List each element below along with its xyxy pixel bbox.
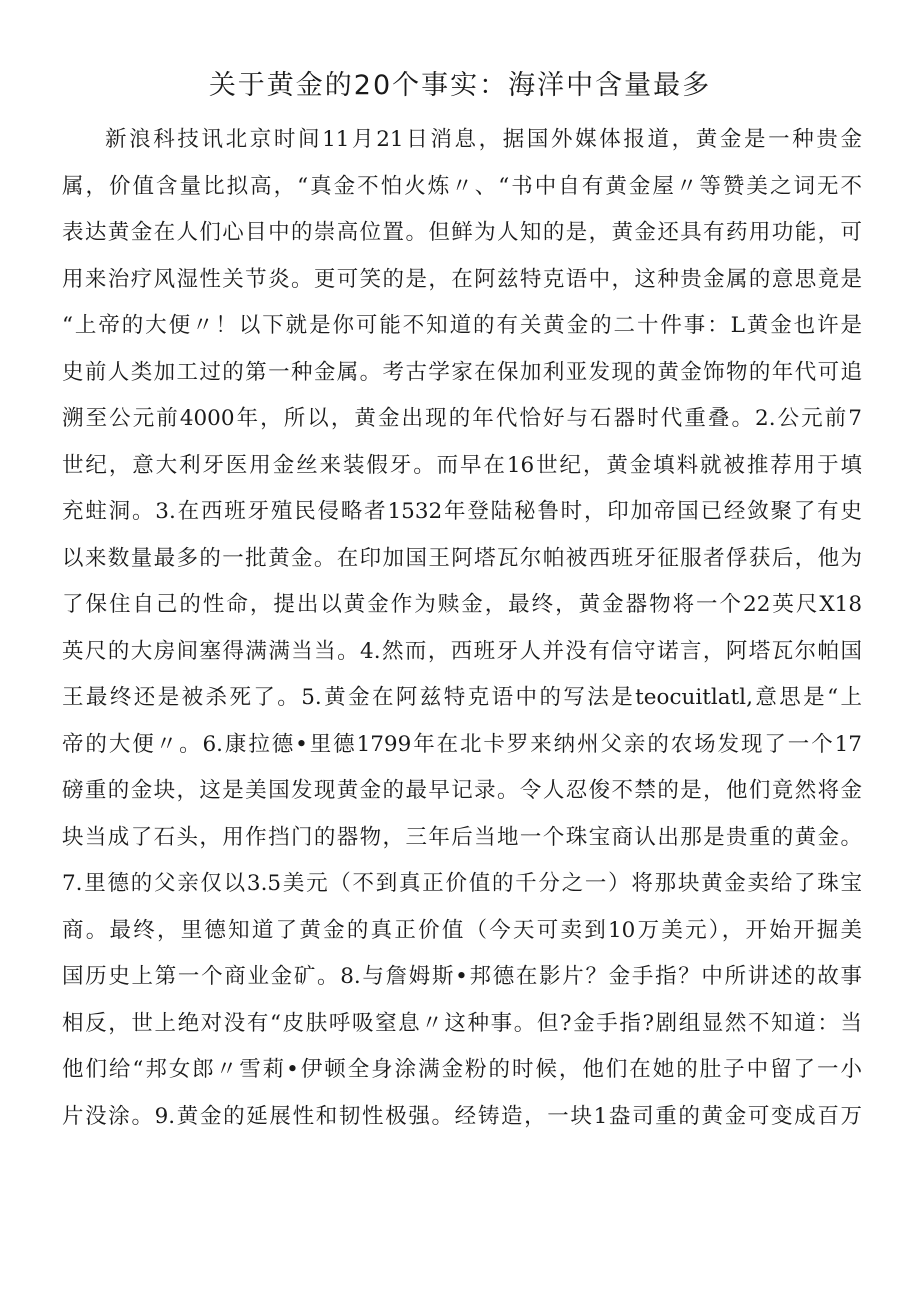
text-line: 表达黄金在人们心目中的崇高位置。但鲜为人知的是，黄金还具有药用功能，可 (62, 220, 862, 245)
text-line: 7.里德的父亲仅以3.5美元（不到真正价值的千分之一）将那块黄金卖给了珠宝 (62, 871, 862, 896)
text-line: 英尺的大房间塞得满满当当。4.然而，西班牙人并没有信守诺言，阿塔瓦尔帕国 (62, 638, 862, 664)
text-line: “上帝的大便〃！以下就是你可能不知道的有关黄金的二十件事：L黄金也许是 (62, 313, 862, 338)
article-body (62, 117, 862, 1140)
text-line: 帝的大便〃。6.康拉德•里德1799年在北卡罗来纳州父亲的农场发现了一个17 (62, 731, 862, 757)
text-line: 世纪，意大利牙医用金丝来装假牙。而早在16世纪，黄金填料就被推荐用于填 (62, 452, 862, 478)
text-line: 磅重的金块，这是美国发现黄金的最早记录。令人忍俊不禁的是，他们竟然将金 (62, 778, 862, 803)
text-line: 以来数量最多的一批黄金。在印加国王阿塔瓦尔帕被西班牙征服者俘获后，他为 (62, 545, 862, 571)
text-line: 新浪科技讯北京时间11月21日消息，据国外媒体报道，黄金是一种贵金 (105, 127, 862, 152)
text-line: 属，价值含量比拟高，“真金不怕火炼〃、“书中自有黄金屋〃等赞美之词无不 (62, 173, 862, 199)
text-line: 史前人类加工过的第一种金属。考古学家在保加利亚发现的黄金饰物的年代可追 (62, 359, 862, 385)
text-line: 国历史上第一个商业金矿。8.与詹姆斯•邦德在影片？金手指？中所讲述的故事 (62, 964, 862, 989)
text-line: 充蛀洞。3.在西班牙殖民侵略者1532年登陆秘鲁时，印加帝国已经敛聚了有史 (62, 499, 862, 524)
text-line: 溯至公元前4000年，所以，黄金出现的年代恰好与石器时代重叠。2.公元前7 (62, 406, 862, 431)
text-line: 王最终还是被杀死了。5.黄金在阿兹特克语中的写法是teocuitlatl,意思是“上 (62, 685, 862, 710)
document-title: 关于黄金的20个事实：海洋中含量最多 (208, 70, 712, 101)
text-line: 片没涂。9.黄金的延展性和韧性极强。经铸造，一块1盎司重的黄金可变成百万 (62, 1103, 862, 1129)
text-line: 商。最终，里德知道了黄金的真正价值（今天可卖到10万美元），开始开掘美 (62, 917, 862, 943)
text-line: 相反，世上绝对没有“皮肤呼吸窒息〃这种事。但?金手指?剧组显然不知道：当 (62, 1010, 862, 1036)
text-line: 用来治疗风湿性关节炎。更可笑的是，在阿兹特克语中，这种贵金属的意思竟是 (62, 266, 862, 292)
text-line: 了保住自己的性命，提出以黄金作为赎金，最终，黄金器物将一个22英尺X18 (62, 592, 862, 617)
text-line: 他们给“邦女郎〃雪莉•伊顿全身涂满金粉的时候，他们在她的肚子中留了一小 (62, 1057, 862, 1082)
text-line: 块当成了石头，用作挡门的器物，三年后当地一个珠宝商认出那是贵重的黄金。 (62, 824, 862, 850)
